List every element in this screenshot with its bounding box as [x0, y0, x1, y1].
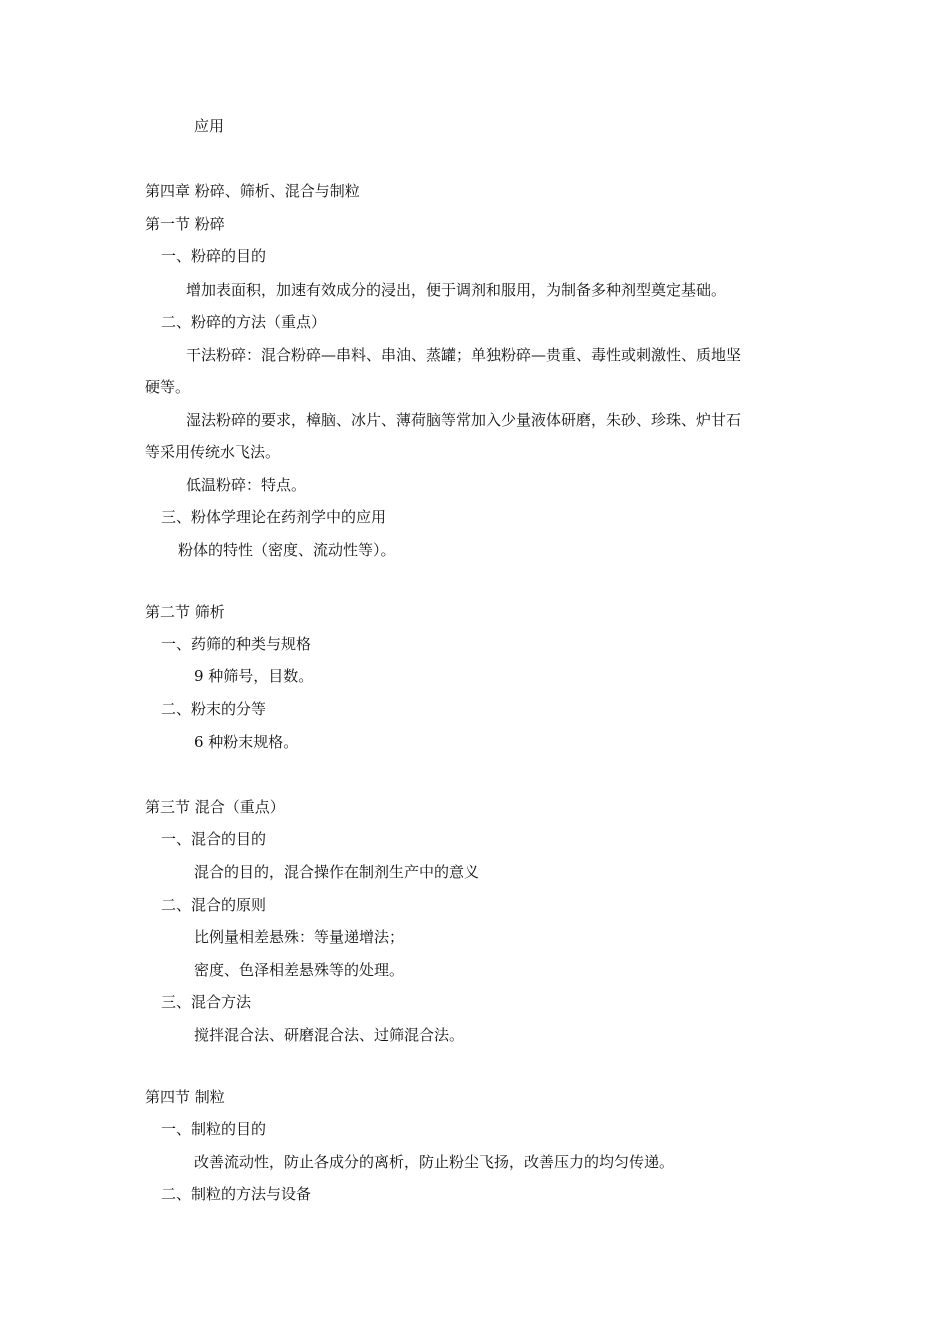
chapter-title: 第四章 粉碎、筛析、混合与制粒 [145, 182, 360, 200]
section-1-item-2-para-2-line-1: 湿法粉碎的要求，樟脑、冰片、薄荷脑等常加入少量液体研磨，朱砂、珍珠、炉甘石 [186, 411, 742, 429]
section-4-title: 第四节 制粒 [145, 1088, 225, 1106]
section-1-item-1: 一、粉碎的目的 [161, 247, 267, 265]
section-1-item-3-text: 粉体的特性（密度、流动性等）。 [178, 541, 396, 559]
section-1-item-1-text: 增加表面积，加速有效成分的浸出，便于调剂和服用，为制备多种剂型奠定基础。 [186, 281, 727, 299]
section-2-title: 第二节 筛析 [145, 603, 225, 621]
section-4-item-1: 一、制粒的目的 [161, 1120, 267, 1138]
section-2-item-1-text: 9 种筛号，目数。 [194, 667, 314, 685]
section-3-item-2-text-1: 比例量相差悬殊：等量递增法； [194, 928, 405, 946]
section-1-title: 第一节 粉碎 [145, 215, 225, 233]
section-3-item-1-text: 混合的目的，混合操作在制剂生产中的意义 [194, 863, 480, 881]
section-3-title: 第三节 混合（重点） [145, 798, 285, 816]
section-1-item-2: 二、粉碎的方法（重点） [161, 313, 327, 331]
section-3-item-2: 二、混合的原则 [161, 896, 267, 914]
section-1-item-2-para-1-line-2: 硬等。 [145, 378, 191, 396]
section-3-item-3-text: 搅拌混合法、研磨混合法、过筛混合法。 [194, 1026, 465, 1044]
section-1-item-2-para-1-line-1: 干法粉碎：混合粉碎—串料、串油、蒸罐；单独粉碎—贵重、毒性或刺激性、质地坚 [186, 346, 742, 364]
section-3-item-3: 三、混合方法 [161, 993, 252, 1011]
section-2-item-2-text: 6 种粉末规格。 [194, 733, 299, 751]
section-1-item-2-para-2-line-2: 等采用传统水飞法。 [145, 443, 281, 461]
section-1-item-2-para-3: 低温粉碎：特点。 [186, 476, 307, 494]
section-2-item-1: 一、药筛的种类与规格 [161, 635, 312, 653]
section-3-item-2-text-2: 密度、色泽相差悬殊等的处理。 [194, 961, 405, 979]
section-1-item-3: 三、粉体学理论在药剂学中的应用 [161, 508, 387, 526]
section-3-item-1: 一、混合的目的 [161, 830, 267, 848]
section-4-item-1-text: 改善流动性，防止各成分的离析，防止粉尘飞扬，改善压力的均匀传递。 [194, 1153, 675, 1171]
intro-fragment: 应用 [194, 117, 225, 135]
section-2-item-2: 二、粉末的分等 [161, 700, 267, 718]
section-4-item-2: 二、制粒的方法与设备 [161, 1185, 312, 1203]
